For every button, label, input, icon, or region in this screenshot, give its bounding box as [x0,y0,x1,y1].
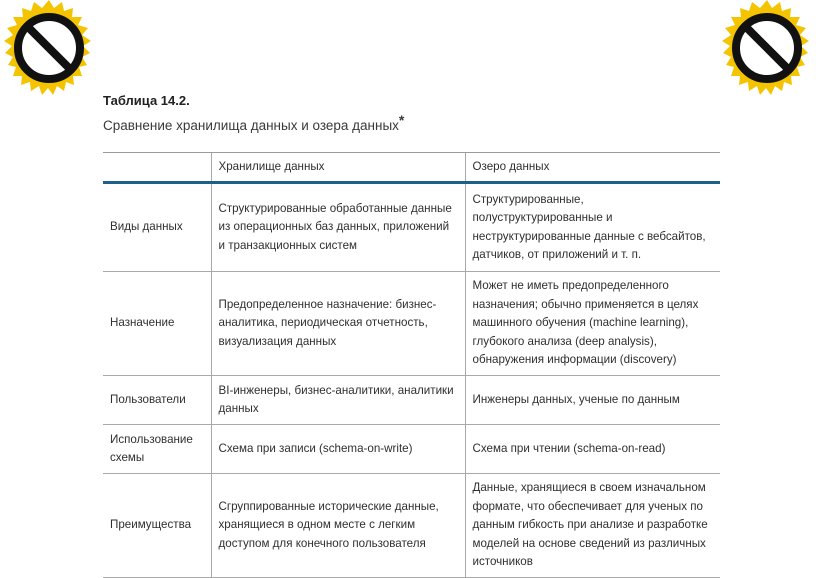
lake-cell: Структурированные, полуструктурированные и неструктурированные данные с вебсайтов, датчиков, от приложений и т. п. [465,183,720,272]
no-entry-sign-icon [718,0,816,98]
table-caption-text: Сравнение хранилища данных и озера данных [103,118,399,133]
warehouse-cell: BI-инженеры, бизнес-аналитики, аналитики данных [211,376,465,425]
warehouse-cell: Структурированные обработанные данные из операционных баз данных, приложений и транзакционных систем [211,183,465,272]
table-header-row [103,153,720,183]
warehouse-cell: Схема при записи (schema-on-write) [211,425,465,474]
table-row [103,425,720,474]
row-label: Пользователи [103,376,211,425]
table-caption-title: Таблица 14.2. [103,93,190,108]
header-cell-lake: Озеро данных [465,153,720,183]
table-row [103,272,720,376]
warehouse-cell: Сгруппированные исторические данные, хранящиеся в одном месте с легким доступом для конечного пользователя [211,474,465,578]
row-label: Назначение [103,272,211,376]
table-row [103,183,720,272]
lake-cell: Схема при чтении (schema-on-read) [465,425,720,474]
lake-cell: Инженеры данных, ученые по данным [465,376,720,425]
lake-cell: Данные, хранящиеся в своем изначальном формате, что обеспечивает для ученых по данным гибкость при анализе и разработке моделей на основе сведений из различных источников [465,474,720,578]
comparison-table [103,152,720,578]
table-row [103,376,720,425]
warehouse-cell: Предопределенное назначение: бизнес-аналитика, периодическая отчетность, визуализация данных [211,272,465,376]
row-label: Преимущества [103,474,211,578]
table-row [103,474,720,578]
row-label: Виды данных [103,183,211,272]
lake-cell: Может не иметь предопределенного назначения; обычно применяется в целях машинного обучения (machine learning), глубокого анализа (deep analysis), обнаружения информации (discovery) [465,272,720,376]
no-entry-sign-icon [0,0,98,98]
row-label: Использование схемы [103,425,211,474]
header-cell-warehouse: Хранилище данных [211,153,465,183]
footnote-mark: * [398,112,405,128]
table-caption-subtitle [103,112,405,133]
header-cell-empty [103,153,211,183]
